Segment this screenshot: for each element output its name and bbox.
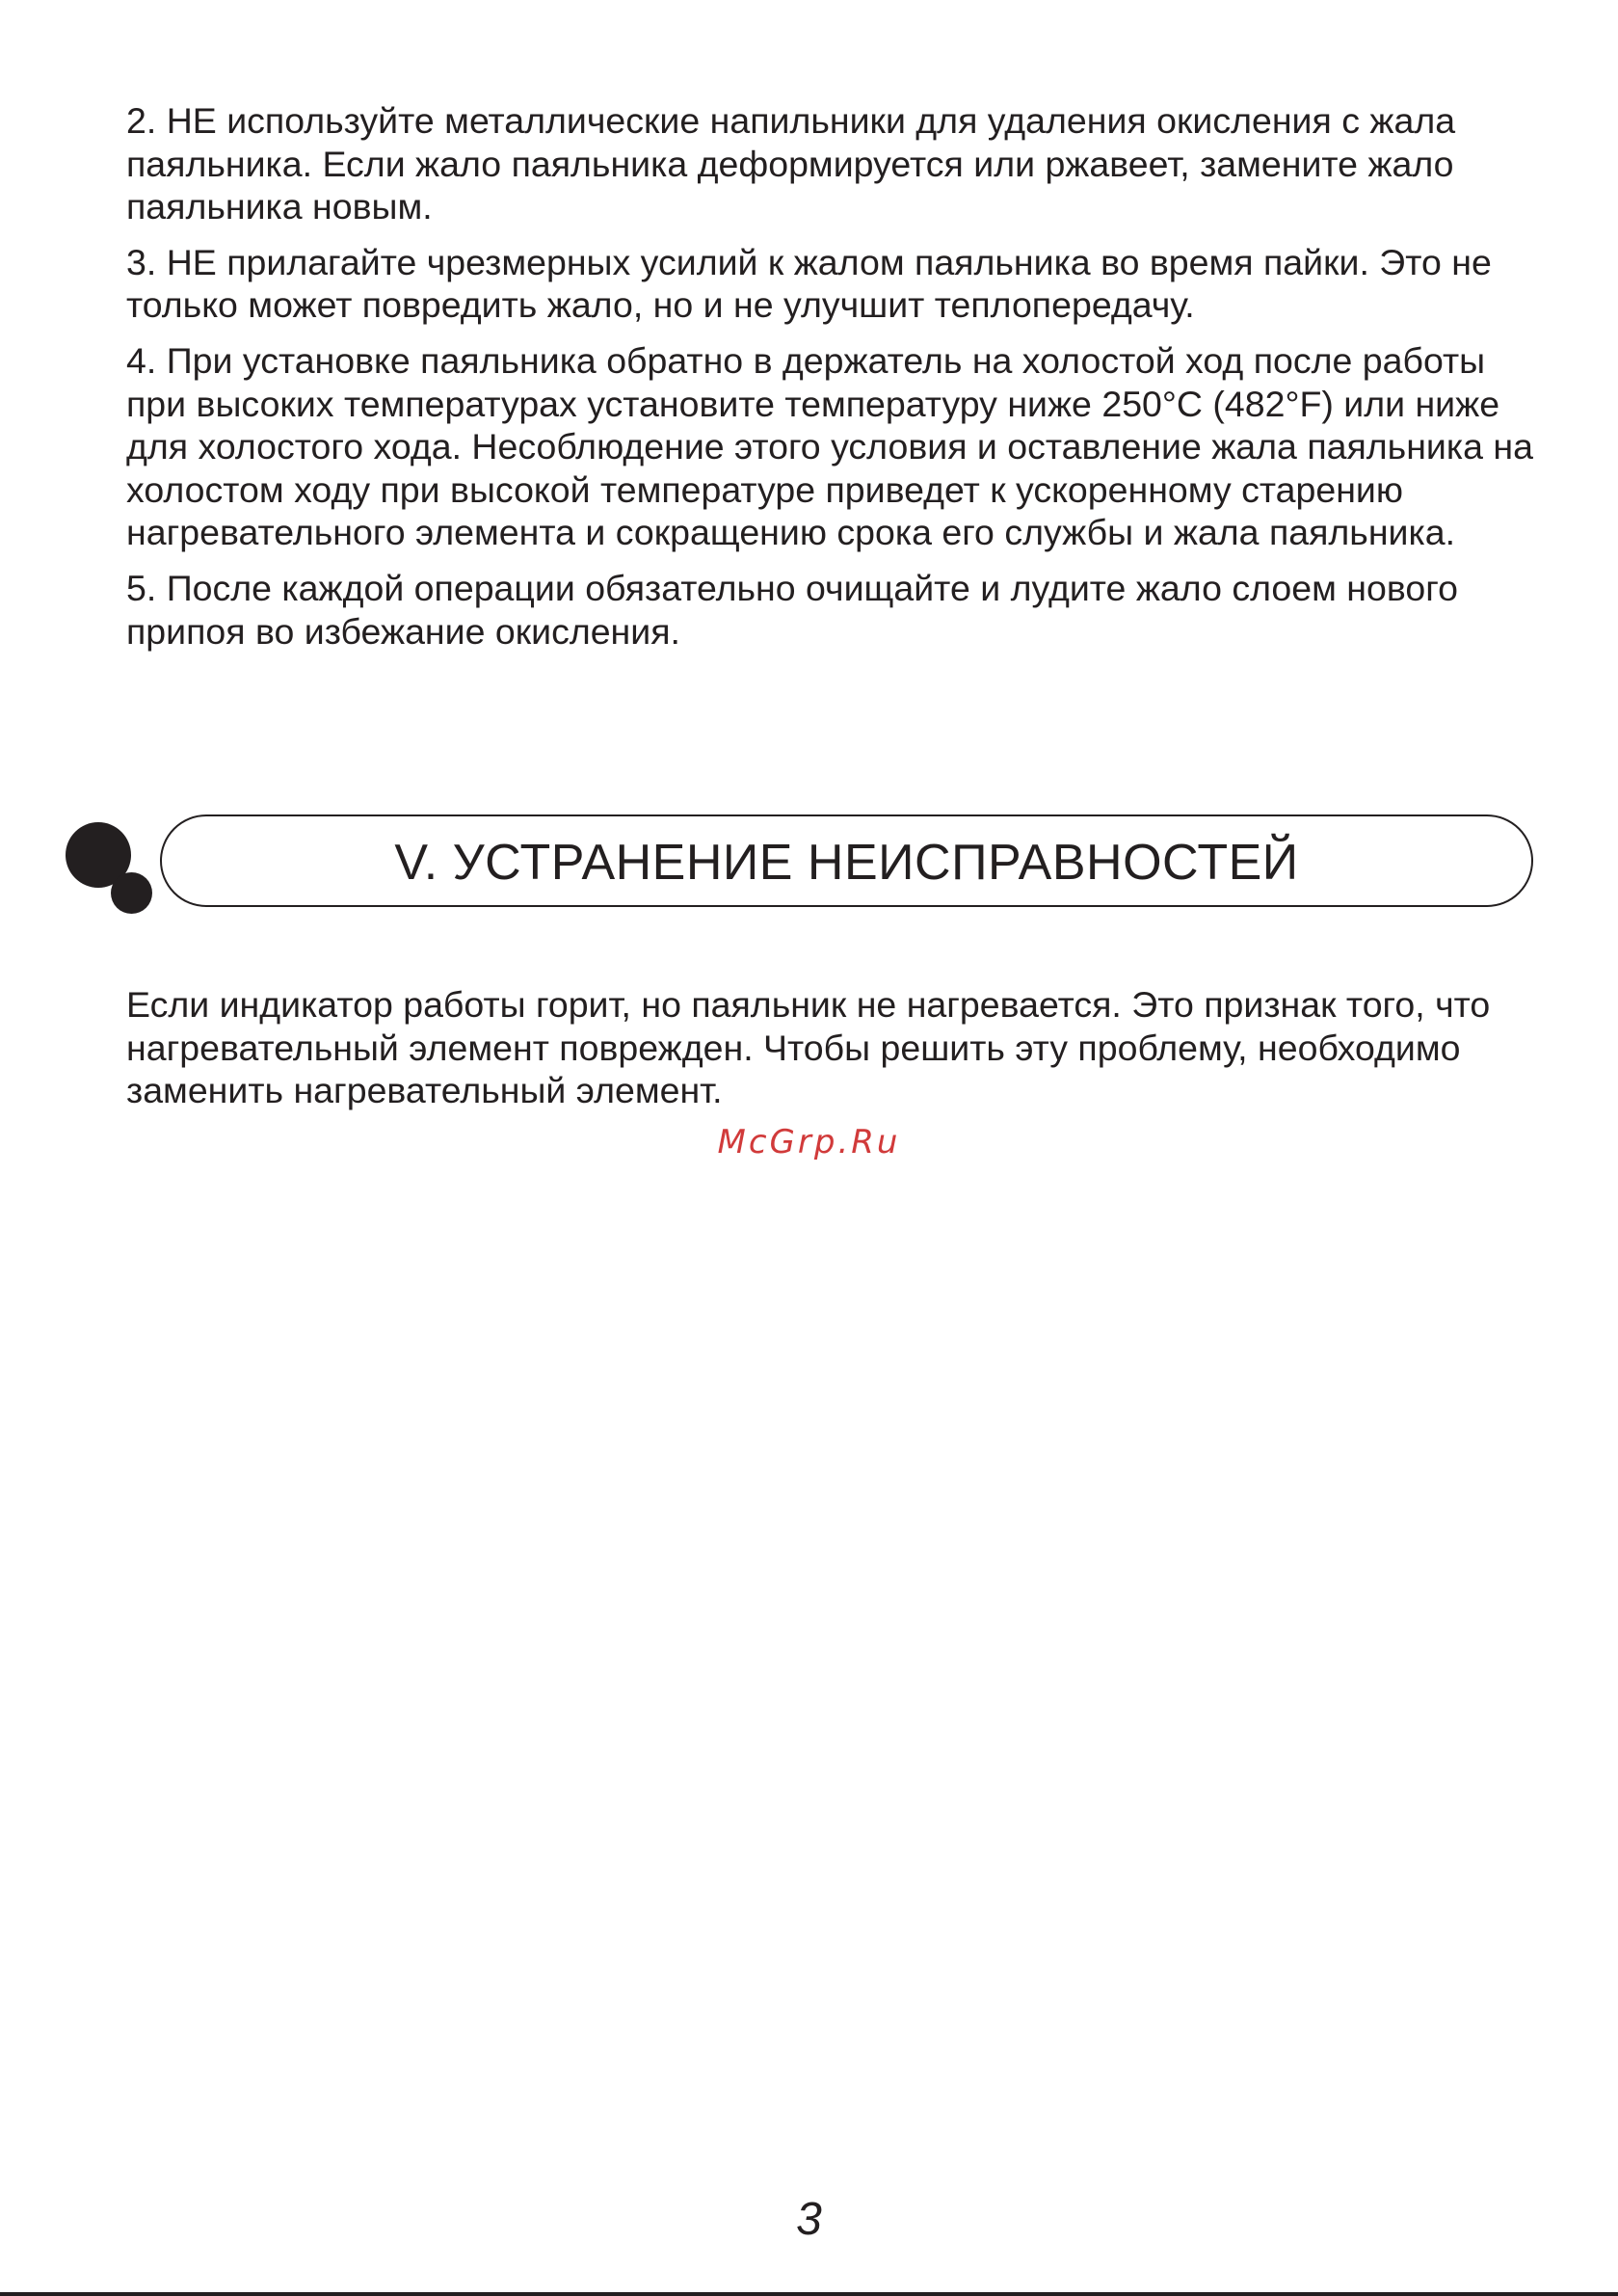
watermark: McGrp.Ru	[717, 1123, 901, 1161]
list-item: 5. После каждой операции обязательно очищайте и лудите жало слоем нового припоя во избежание окисления.	[126, 567, 1458, 652]
bottom-divider	[0, 2292, 1618, 2296]
page-number: 3	[796, 2194, 822, 2245]
list-item: 3. НЕ прилагайте чрезмерных усилий к жалом паяльника во время пайки. Это не только может повредить жало, но и не улучшит теплопередачу.	[126, 241, 1492, 326]
list-item: 2. НЕ используйте металлические напильники для удаления окисления с жала паяльника. Если жало паяльника деформируется или ржавеет, замените жало паяльника новым.	[126, 100, 1456, 227]
instruction-list	[126, 99, 1543, 665]
troubleshooting-paragraph: Если индикатор работы горит, но паяльник не нагревается. Это признак того, что нагревательный элемент поврежден. Чтобы решить эту проблему, необходимо заменить нагревательный элемент.	[126, 984, 1491, 1111]
decorative-dot-small-icon	[111, 872, 152, 914]
section-title-frame	[160, 814, 1533, 907]
list-item: 4. При установке паяльника обратно в держатель на холостой ход после работы при высоких температурах установите температуру ниже 250°C (482°F) или ниже для холостого хода. Несоблюдение этого условия и оставление жала паяльника на холостом ходу при высокой температуре приведет к ускоренному старению нагревательного элемента и сокращению срока его службы и жала паяльника.	[126, 339, 1533, 553]
section-header	[63, 813, 1537, 919]
section-title: V. УСТРАНЕНИЕ НЕИСПРАВНОСТЕЙ	[394, 835, 1299, 891]
